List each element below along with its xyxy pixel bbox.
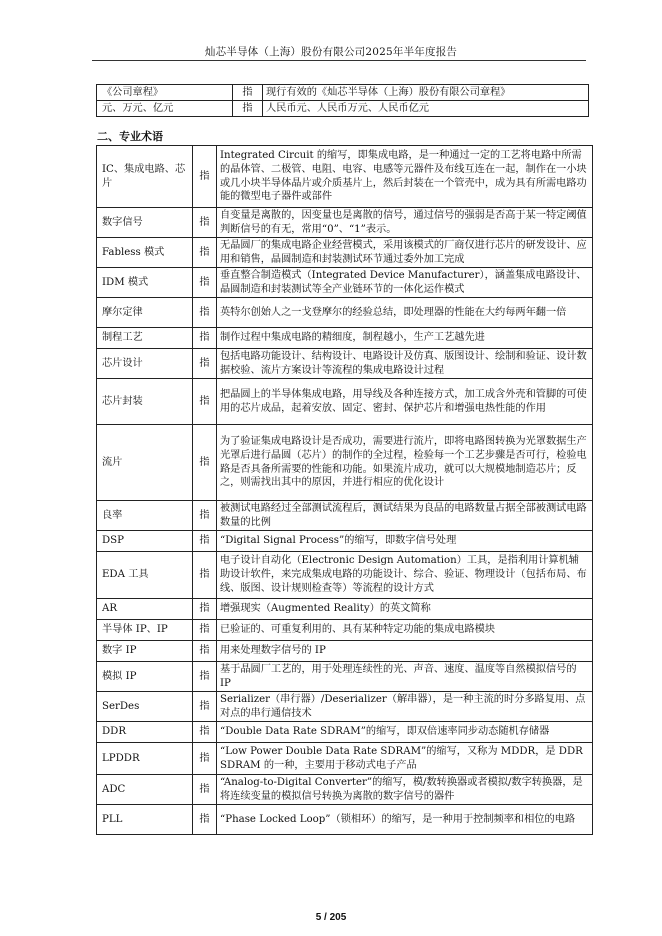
term-cell: 流片 (97, 425, 193, 501)
table-row (97, 599, 593, 620)
table-row (97, 662, 593, 692)
zhi-cell: 指 (193, 641, 217, 662)
definition-cell: 为了验证集成电路设计是否成功，需要进行流片，即将电路图转换为光罩数据生产光罩后进行晶圆（芯片）的制作的全过程，检验每一个工艺步骤是否可行，检验电路是否具备所需要的性能和功能。如果流片成功，就可以大规模地制造芯片；反之，则需找出其中的原因，并进行相应的优化设计 (217, 425, 593, 501)
zhi-cell: 指 (193, 238, 217, 268)
page-header: 灿芯半导体（上海）股份有限公司2025年半年度报告 (204, 46, 458, 58)
table-row (97, 722, 593, 743)
definition-cell: 制作过程中集成电路的精细度，制程越小，生产工艺越先进 (217, 328, 593, 349)
term-cell: SerDes (97, 692, 193, 722)
table-row (97, 238, 593, 268)
table-row (97, 298, 593, 328)
zhi-cell: 指 (193, 146, 217, 208)
zhi-cell: 指 (193, 692, 217, 722)
zhi-cell: 指 (193, 662, 217, 692)
zhi-cell: 指 (193, 620, 217, 641)
table-row (97, 101, 589, 117)
zhi-cell: 指 (233, 85, 263, 101)
header-rule (92, 60, 586, 61)
definition-cell: 现行有效的《灿芯半导体（上海）股份有限公司章程》 (263, 85, 589, 101)
term-cell: ADC (97, 775, 193, 805)
table-row (97, 775, 593, 805)
term-cell: AR (97, 599, 193, 620)
term-cell: Fabless 模式 (97, 238, 193, 268)
definition-cell: “Phase Locked Loop”（锁相环）的缩写，是一种用于控制频率和相位的电路 (217, 805, 593, 835)
definition-cell: “Analog-to-Digital Converter”的缩写，模/数转换器或者模拟/数字转换器，是将连续变量的模拟信号转换为离散的数字信号的器件 (217, 775, 593, 805)
table-row (97, 328, 593, 349)
definition-cell: 已验证的、可重复利用的、具有某种特定功能的集成电路模块 (217, 620, 593, 641)
table-row (97, 501, 593, 531)
definition-cell: 垂直整合制造模式（Integrated Device Manufacturer），涵盖集成电路设计、晶圆制造和封装测试等全产业链环节的一体化运作模式 (217, 268, 593, 298)
table-row (97, 641, 593, 662)
definition-cell: 把晶圆上的半导体集成电路，用导线及各种连接方式，加工成含外壳和管脚的可使用的芯片成品，起着安放、固定、密封、保护芯片和增强电热性能的作用 (217, 379, 593, 425)
definition-cell: “Digital Signal Process”的缩写，即数字信号处理 (217, 531, 593, 552)
definition-cell: 电子设计自动化（Electronic Design Automation）工具，是指利用计算机辅助设计软件，来完成集成电路的功能设计、综合、验证、物理设计（包括布局、布线、版图、设计规则检查等）等流程的设计方式 (217, 552, 593, 599)
term-cell: 数字 IP (97, 641, 193, 662)
table-row (97, 531, 593, 552)
table-row (97, 349, 593, 379)
term-cell: 芯片设计 (97, 349, 193, 379)
term-cell: 元、万元、亿元 (97, 101, 233, 117)
zhi-cell: 指 (193, 379, 217, 425)
zhi-cell: 指 (193, 501, 217, 531)
zhi-cell: 指 (193, 208, 217, 238)
zhi-cell: 指 (233, 101, 263, 117)
definition-cell: 增强现实（Augmented Reality）的英文简称 (217, 599, 593, 620)
term-cell: 数字信号 (97, 208, 193, 238)
term-cell: 《公司章程》 (97, 85, 233, 101)
zhi-cell: 指 (193, 552, 217, 599)
term-cell: LPDDR (97, 743, 193, 775)
table-row (97, 146, 593, 208)
table-row (97, 692, 593, 722)
zhi-cell: 指 (193, 805, 217, 835)
definition-cell: Serializer（串行器）/Deserializer（解串器），是一种主流的时分多路复用、点对点的串行通信技术 (217, 692, 593, 722)
zhi-cell: 指 (193, 425, 217, 501)
term-cell: DSP (97, 531, 193, 552)
definition-cell: Integrated Circuit 的缩写，即集成电路，是一种通过一定的工艺将电路中所需的晶体管、二极管、电阻、电容、电感等元器件及布线互连在一起，制作在一小块或几小块半导体晶片或介质基片上，然后封装在一个管壳中，成为具有所需电路功能的微型电子器件或部件 (217, 146, 593, 208)
zhi-cell: 指 (193, 268, 217, 298)
definition-cell: 无晶圆厂的集成电路企业经营模式，采用该模式的厂商仅进行芯片的研发设计、应用和销售，晶圆制造和封装测试环节通过委外加工完成 (217, 238, 593, 268)
zhi-cell: 指 (193, 531, 217, 552)
term-cell: IC、集成电路、芯片 (97, 146, 193, 208)
terminology-table (96, 145, 593, 835)
table-row (97, 208, 593, 238)
definition-cell: “Low Power Double Data Rate SDRAM”的缩写，又称为 MDDR，是 DDR SDRAM 的一种，主要用于移动式电子产品 (217, 743, 593, 775)
zhi-cell: 指 (193, 328, 217, 349)
term-cell: 模拟 IP (97, 662, 193, 692)
term-cell: 制程工艺 (97, 328, 193, 349)
table-row (97, 268, 593, 298)
term-cell: DDR (97, 722, 193, 743)
term-cell: PLL (97, 805, 193, 835)
definition-cell: 英特尔创始人之一戈登摩尔的经验总结，即处理器的性能在大约每两年翻一倍 (217, 298, 593, 328)
table-row (97, 425, 593, 501)
zhi-cell: 指 (193, 349, 217, 379)
table-row (97, 552, 593, 599)
table-row (97, 620, 593, 641)
page-number: 5 / 205 (315, 912, 347, 923)
abbreviation-table (96, 84, 589, 117)
definition-cell: 用来处理数字信号的 IP (217, 641, 593, 662)
definition-cell: 自变量是离散的，因变量也是离散的信号，通过信号的强弱是否高于某一特定阈值判断信号的有无，常用“0”、“1”表示。 (217, 208, 593, 238)
zhi-cell: 指 (193, 298, 217, 328)
definition-cell: 包括电路功能设计、结构设计、电路设计及仿真、版图设计、绘制和验证、设计数据校验、流片方案设计等流程的集成电路设计过程 (217, 349, 593, 379)
term-cell: 良率 (97, 501, 193, 531)
definition-cell: 人民币元、人民币万元、人民币亿元 (263, 101, 589, 117)
term-cell: IDM 模式 (97, 268, 193, 298)
zhi-cell: 指 (193, 775, 217, 805)
definition-cell: “Double Data Rate SDRAM”的缩写，即双倍速率同步动态随机存储器 (217, 722, 593, 743)
term-cell: 半导体 IP、IP (97, 620, 193, 641)
zhi-cell: 指 (193, 599, 217, 620)
section-title: 二、专业术语 (97, 130, 163, 143)
table-row (97, 379, 593, 425)
term-cell: 芯片封装 (97, 379, 193, 425)
definition-cell: 被测试电路经过全部测试流程后，测试结果为良品的电路数量占据全部被测试电路数量的比例 (217, 501, 593, 531)
table-row (97, 805, 593, 835)
term-cell: 摩尔定律 (97, 298, 193, 328)
table-row (97, 85, 589, 101)
zhi-cell: 指 (193, 722, 217, 743)
table-row (97, 743, 593, 775)
term-cell: EDA 工具 (97, 552, 193, 599)
definition-cell: 基于晶圆厂工艺的，用于处理连续性的光、声音、速度、温度等自然模拟信号的 IP (217, 662, 593, 692)
zhi-cell: 指 (193, 743, 217, 775)
